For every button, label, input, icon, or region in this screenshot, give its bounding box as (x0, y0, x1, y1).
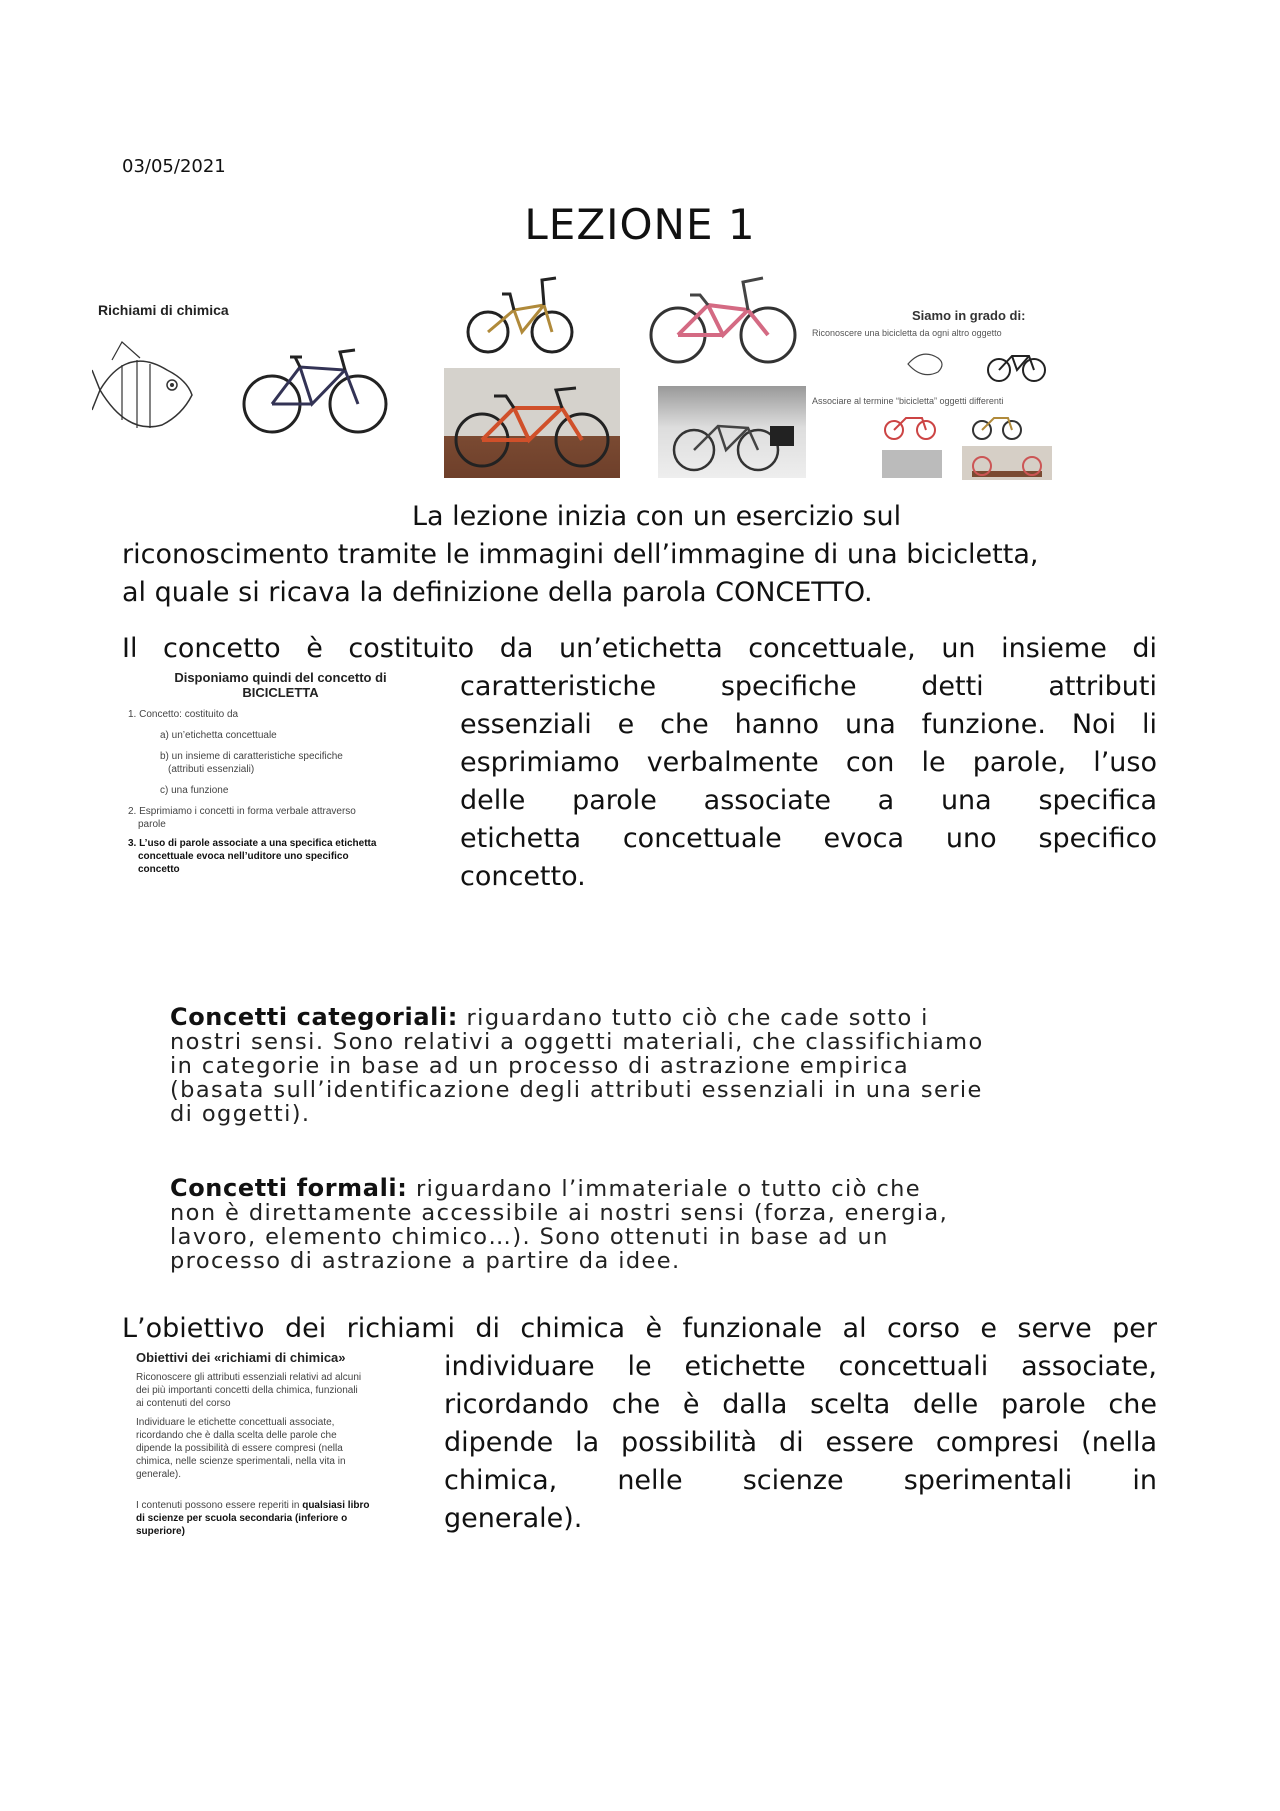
objective-body (444, 1348, 1157, 1538)
formal-label: Concetti formali: (170, 1174, 408, 1202)
formal-line-2: non è direttamente accessibile ai nostri sensi (forza, energia, (170, 1200, 949, 1226)
fish-drawing (92, 340, 202, 440)
slide-objectives (136, 1350, 426, 1560)
concept-line-1: caratteristiche specifiche detti attributi (460, 671, 1157, 702)
formal-line-4: processo di astrazione a partire da idee. (170, 1248, 681, 1274)
concept-line-4: delle parole associate a una specifica (460, 785, 1157, 816)
categorial-label: Concetti categoriali: (170, 1003, 458, 1031)
intro-line-3: al quale si ricava la definizione della parola CONCETTO. (122, 577, 873, 608)
red-bicycle-photo (444, 368, 620, 478)
concept-line-2: essenziali e che hanno una funzione. Noi li (460, 709, 1157, 740)
intro-line-1: La lezione inizia con un esercizio sul (412, 501, 902, 532)
categorial-line-4: (basata sull’identificazione degli attributi essenziali in una serie (170, 1077, 983, 1103)
slide-item-1b-2: (attributi essenziali) (168, 764, 255, 775)
road-bicycle (240, 342, 390, 442)
concept-line-3: esprimiamo verbalmente con le parole, l’uso (460, 747, 1157, 778)
objective-line-5: generale). (444, 1503, 583, 1534)
slide-obj-p2b: ricordando che è dalla scelta delle parole che (136, 1430, 337, 1441)
intro-line-2: riconoscimento tramite le immagini dell’immagine di una bicicletta, (122, 539, 1039, 570)
slide-obj-p2e: generale). (136, 1469, 182, 1480)
slide-item-2a: 2. Esprimiamo i concetti in forma verbale attraverso (128, 806, 356, 817)
slide-item-1: 1. Concetto: costituito da (128, 709, 239, 720)
formal-line-1: Concetti formali: riguardano l’immateriale o tutto ciò che (170, 1174, 922, 1202)
categorial-line-5: di oggetti). (170, 1101, 311, 1127)
slide-item-1a: a) un’etichetta concettuale (160, 730, 277, 741)
concept-body (460, 668, 1157, 896)
formal-line-3: lavoro, elemento chimico…). Sono ottenuti in base ad un (170, 1224, 889, 1250)
objective-first-line: L’obiettivo dei richiami di chimica è funzionale al corso e serve per (122, 1313, 1157, 1344)
concept-line-5: etichetta concettuale evoca uno specifico (460, 823, 1157, 854)
slide-obj-p1c: ai contenuti del corso (136, 1398, 231, 1409)
slide-bicicletta-concept (128, 670, 433, 895)
slide-obj-p2c: dipende la possibilità di essere compresi (nella (136, 1443, 343, 1454)
objective-line-4: chimica, nelle scienze sperimentali in (444, 1465, 1157, 1496)
definitions-block (170, 1005, 1130, 1273)
slide-right-line1: Riconoscere una bicicletta da ogni altro oggetto (812, 328, 1002, 338)
slide-left-title: Richiami di chimica (98, 302, 229, 318)
categorial-line-1: Concetti categoriali: riguardano tutto ciò che cade sotto i (170, 1003, 929, 1031)
slide-obj-p2a: Individuare le etichette concettuali associate, (136, 1417, 335, 1428)
slide-objectives-title: Obiettivi dei «richiami di chimica» (136, 1350, 346, 1365)
folding-bicycle (464, 270, 574, 360)
document-date: 03/05/2021 (122, 156, 226, 177)
pink-bicycle (648, 270, 798, 370)
objective-line-2: ricordando che è dalla scelta delle parole che (444, 1389, 1157, 1420)
categorial-line-2: nostri sensi. Sono relativi a oggetti materiali, che classifichiamo (170, 1029, 984, 1055)
slide-item-3c: concetto (138, 864, 180, 875)
slide-obj-p1a: Riconoscere gli attributi essenziali relativi ad alcuni (136, 1372, 362, 1383)
mini-bikes-row (882, 410, 1082, 480)
mini-fish-and-bike (904, 344, 1054, 384)
slide-concept-title-1: Disponiamo quindi del concetto di (174, 670, 387, 685)
slide-item-2b: parole (138, 819, 166, 830)
slide-item-1c: c) una funzione (160, 785, 229, 796)
slide-right-title: Siamo in grado di: (912, 308, 1026, 323)
objective-line-1: individuare le etichette concettuali associate, (444, 1351, 1157, 1382)
slide-item-1b-1: b) un insieme di caratteristiche specifiche (160, 751, 343, 762)
slide-item-3b: concettuale evoca nell’uditore uno specifico (138, 851, 349, 862)
slide-item-3a: 3. L’uso di parole associate a una specifica etichetta (128, 838, 377, 849)
slide-obj-p1b: dei più importanti concetti della chimica, funzionali (136, 1385, 358, 1396)
slide-bicycles (92, 270, 1104, 480)
objective-line-3: dipende la possibilità di essere compresi (nella (444, 1427, 1157, 1458)
slide-concept-title-2: BICICLETTA (242, 685, 319, 700)
categorial-line-3: in categorie in base ad un processo di astrazione empirica (170, 1053, 910, 1079)
page-title: LEZIONE 1 (524, 200, 756, 249)
slide-obj-p2d: chimica, nelle scienze sperimentali, nella vita in (136, 1456, 346, 1467)
concept-line-6: concetto. (460, 861, 586, 892)
slide-obj-p3a: I contenuti possono essere reperiti in qualsiasi libro (136, 1500, 370, 1511)
slide-right-line2: Associare al termine “bicicletta” oggetti differenti (812, 396, 1004, 406)
concept-first-line: Il concetto è costituito da un’etichetta concettuale, un insieme di (122, 633, 1157, 664)
bw-bicycle-photo (658, 386, 806, 478)
slide-obj-p3c: superiore) (136, 1526, 185, 1537)
slide-obj-p3b: di scienze per scuola secondaria (inferiore o (136, 1513, 348, 1524)
